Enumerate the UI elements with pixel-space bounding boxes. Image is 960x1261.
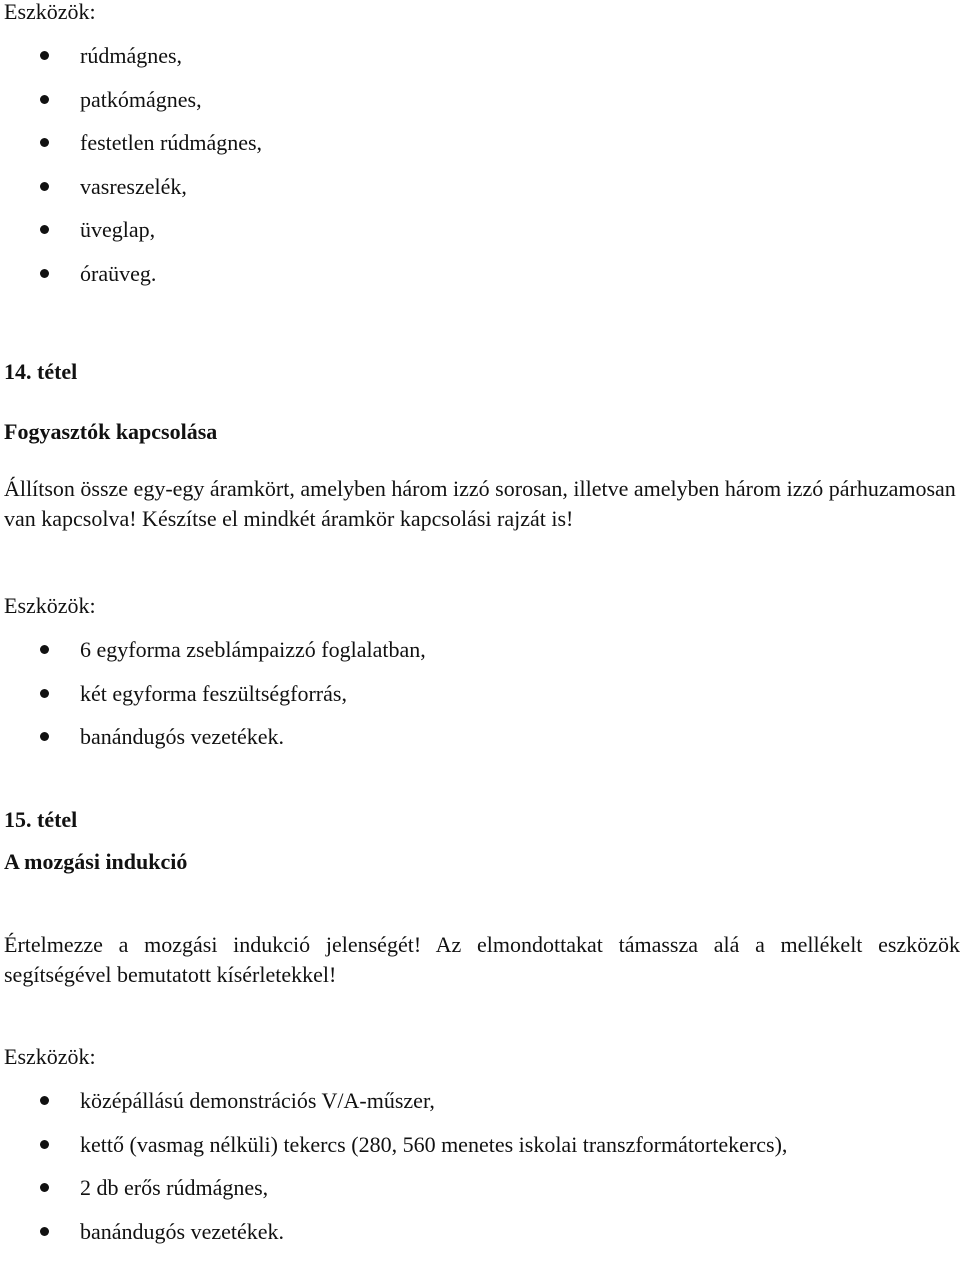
bullet-icon [40, 1096, 49, 1105]
tools-label-top: Eszközök: [4, 0, 96, 24]
bullet-icon [40, 138, 49, 147]
item-14-number: 14. tétel [4, 359, 78, 384]
bullet-icon [40, 95, 49, 104]
item-14-task: Állítson össze egy-egy áramkört, amelyben három izzó sorosan, illetve amelyben három izzó párhuzamosan van kapcsolva! Készítse el mindkét áramkör kapcsolási rajzát is! [4, 476, 956, 531]
bullet-icon [40, 269, 49, 278]
bullet-icon [40, 182, 49, 191]
item-14-title: Fogyasztók kapcsolása [4, 419, 218, 444]
bullet-icon [40, 1183, 49, 1192]
item-15-task: Értelmezze a mozgási indukció jelenségét! Az elmondottakat támassza alá a mellékelt eszközök segítségével bemutatott kísérletekkel! [4, 932, 960, 987]
bullet-icon [40, 732, 49, 741]
bullet-icon [40, 225, 49, 234]
bullet-icon [40, 689, 49, 698]
item-15-tools-label: Eszközök: [4, 1044, 96, 1069]
document-page: Eszközök: rúdmágnes, patkómágnes, festetlen rúdmágnes, vasreszelék, üveglap, óraüveg. 14. tétel Fogyasztók kapcsolása Állítson össze egy-egy áramkört, amelyben három izzó sorosan, illetve amelyben három izzó párhuzamosan van kapcsolva! Készítse el mindkét áramkör kapcsolási rajzát is! Eszközök: 6 egyforma zseblámpaizzó foglalatban, két egyforma feszültségforrás, banándugós vezetékek. 15. tétel A mozgási indukció Értelmezze a mozgási indukció jelenségét! Az elmondottakat támassza alá a mellékelt eszközök segítségével bemutatott kísérletekkel! Eszközök: középállású demonstrációs V/A-műszer, kettő (vasmag nélküli) tekercs (280, 560 menetes iskolai transzformátortekercs), 2 db erős rúdmágnes, banándugós vezetékek. [4, 0, 960, 1244]
bullet-icon [40, 1227, 49, 1236]
item-14-tools-label: Eszközök: [4, 593, 96, 618]
bullet-icon [40, 51, 49, 60]
bullet-icon [40, 645, 49, 654]
item-15-number: 15. tétel [4, 807, 78, 832]
item-15-title: A mozgási indukció [4, 849, 188, 874]
bullet-icon [40, 1140, 49, 1149]
